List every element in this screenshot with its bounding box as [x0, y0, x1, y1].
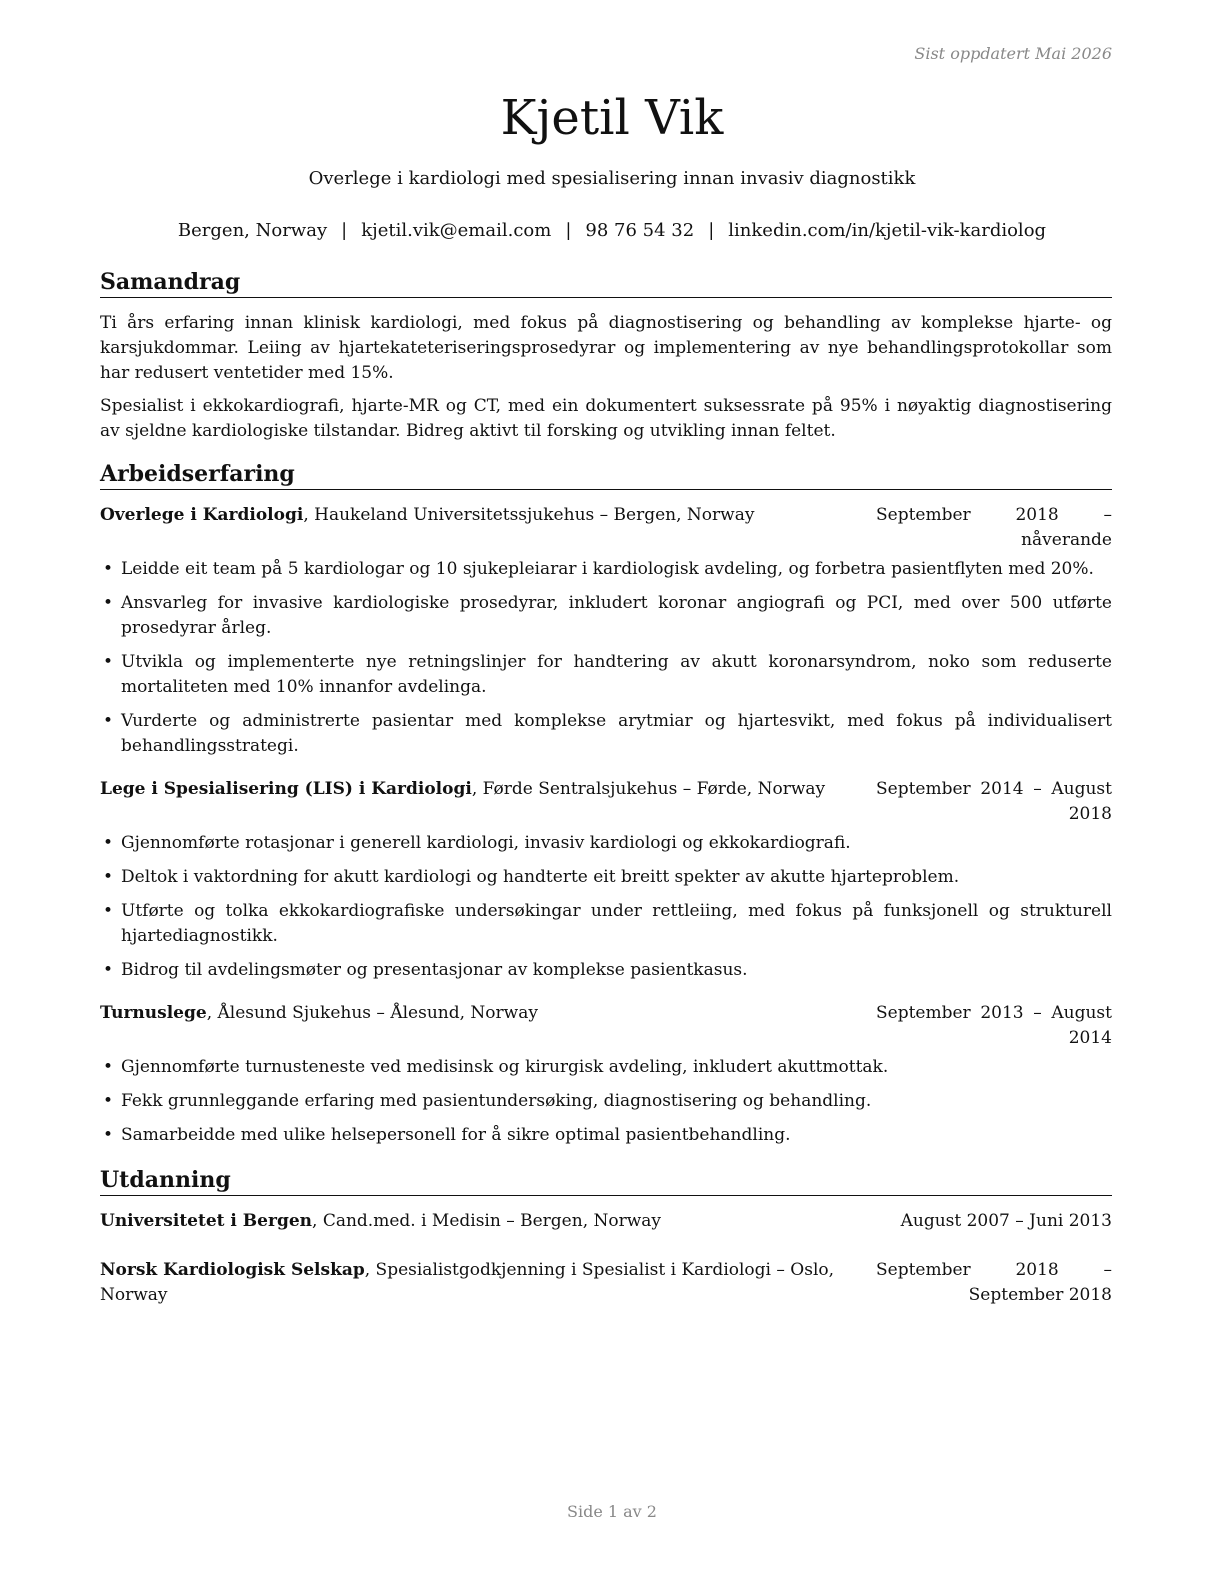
job-date: September 2013 – August 2014 — [876, 1003, 1112, 1048]
education-entry — [100, 1209, 1112, 1234]
education-date: August 2007 – Juni 2013 — [900, 1211, 1112, 1231]
job-header — [100, 1001, 1112, 1051]
education-detail: , Cand.med. i Medisin – Bergen, Norway — [312, 1211, 662, 1231]
job-bullets — [100, 1055, 1112, 1148]
job-header — [100, 503, 1112, 553]
job-bullets — [100, 557, 1112, 759]
page-number: Side 1 av 2 — [567, 1502, 657, 1521]
job-bullet: • Leidde eit team på 5 kardiologar og 10 sjukepleiarar i kardiologisk avdeling, og forbetra pasientflyten med 20%. — [100, 557, 1112, 582]
contact-separator: | — [341, 220, 348, 241]
education-entry — [100, 1258, 1112, 1308]
candidate-name: Kjetil Vik — [500, 90, 724, 146]
section-title-experience: Arbeidserfaring — [100, 460, 1112, 490]
job-entry — [100, 1001, 1112, 1148]
job-entry — [100, 503, 1112, 759]
education-school: Universitetet i Bergen — [100, 1211, 313, 1231]
job-bullet: • Fekk grunnleggande erfaring med pasientundersøking, diagnostisering og behandling. — [100, 1089, 1112, 1114]
last-updated: Sist oppdatert Mai 2026 — [914, 44, 1112, 63]
job-date: September 2014 – August 2018 — [876, 779, 1112, 824]
job-role: Turnuslege — [100, 1003, 207, 1023]
tagline: Overlege i kardiologi med spesialisering innan invasiv diagnostikk — [308, 168, 916, 189]
job-bullet: • Utførte og tolka ekkokardiografiske undersøkingar under rettleiing, med fokus på funksjonell og strukturell hjartediagnostikk. — [100, 899, 1112, 949]
job-date: September 2018 – nåverande — [876, 505, 1112, 550]
experience-section — [100, 460, 1112, 1148]
job-bullet: • Gjennomførte rotasjonar i generell kardiologi, invasiv kardiologi og ekkokardiografi. — [100, 831, 1112, 856]
job-bullet: • Utvikla og implementerte nye retningslinjer for handtering av akutt koronarsyndrom, noko som reduserte mortaliteten med 10% innanfor avdelinga. — [100, 650, 1112, 700]
job-bullet: • Vurderte og administrerte pasientar med komplekse arytmiar og hjartesvikt, med fokus på individualisert behandlingsstrategi. — [100, 709, 1112, 759]
job-bullet: • Samarbeidde med ulike helsepersonell for å sikre optimal pasientbehandling. — [100, 1123, 1112, 1148]
resume-body — [100, 268, 1112, 1332]
education-date: September 2018 – September 2018 — [876, 1260, 1112, 1305]
summary-paragraph: Ti års erfaring innan klinisk kardiologi, med fokus på diagnostisering og behandling av komplekse hjarte- og karsjukdommar. Leiing av hjartekateteriseringsprosedyrar og implementering av nye behandlingsprotokollar som har redusert ventetider med 15%. — [100, 313, 1112, 383]
education-detail: , Spesialistgodkjenning i Spesialist i Kardiologi – Oslo, Norway — [100, 1260, 835, 1305]
summary-section — [100, 268, 1112, 444]
contact-location: Bergen, Norway — [177, 220, 328, 241]
education-school: Norsk Kardiologisk Selskap — [100, 1260, 365, 1280]
section-title-education: Utdanning — [100, 1166, 1112, 1196]
job-role: Overlege i Kardiologi — [100, 505, 304, 525]
job-org: , Haukeland Universitetssjukehus – Bergen, Norway — [303, 505, 755, 525]
job-role: Lege i Spesialisering (LIS) i Kardiologi — [100, 779, 472, 799]
job-entry — [100, 777, 1112, 983]
contact-email[interactable]: kjetil.vik@email.com — [361, 220, 552, 241]
job-bullets — [100, 831, 1112, 983]
job-org: , Førde Sentralsjukehus – Førde, Norway — [471, 779, 826, 799]
education-section — [100, 1166, 1112, 1308]
job-bullet: • Ansvarleg for invasive kardiologiske prosedyrar, inkludert koronar angiografi og PCI, med over 500 utførte prosedyrar årleg. — [100, 591, 1112, 641]
job-bullet: • Deltok i vaktordning for akutt kardiologi og handterte eit breitt spekter av akutte hjarteproblem. — [100, 865, 1112, 890]
summary-paragraph: Spesialist i ekkokardiografi, hjarte-MR og CT, med ein dokumentert suksessrate på 95% i nøyaktig diagnostisering av sjeldne kardiologiske tilstandar. Bidreg aktivt til forsking og utvikling innan feltet. — [100, 396, 1112, 441]
job-org: , Ålesund Sjukehus – Ålesund, Norway — [206, 1003, 538, 1023]
job-bullet: • Gjennomførte turnusteneste ved medisinsk og kirurgisk avdeling, inkludert akuttmottak. — [100, 1055, 1112, 1080]
contact-separator: | — [565, 220, 572, 241]
contact-phone[interactable]: 98 76 54 32 — [585, 220, 695, 241]
contact-linkedin[interactable]: linkedin.com/in/kjetil-vik-kardiolog — [728, 220, 1047, 241]
section-title-summary: Samandrag — [100, 268, 1112, 298]
contact-line — [0, 219, 1224, 243]
job-bullet: • Bidrog til avdelingsmøter og presentasjonar av komplekse pasientkasus. — [100, 958, 1112, 983]
contact-separator: | — [708, 220, 715, 241]
job-header — [100, 777, 1112, 827]
